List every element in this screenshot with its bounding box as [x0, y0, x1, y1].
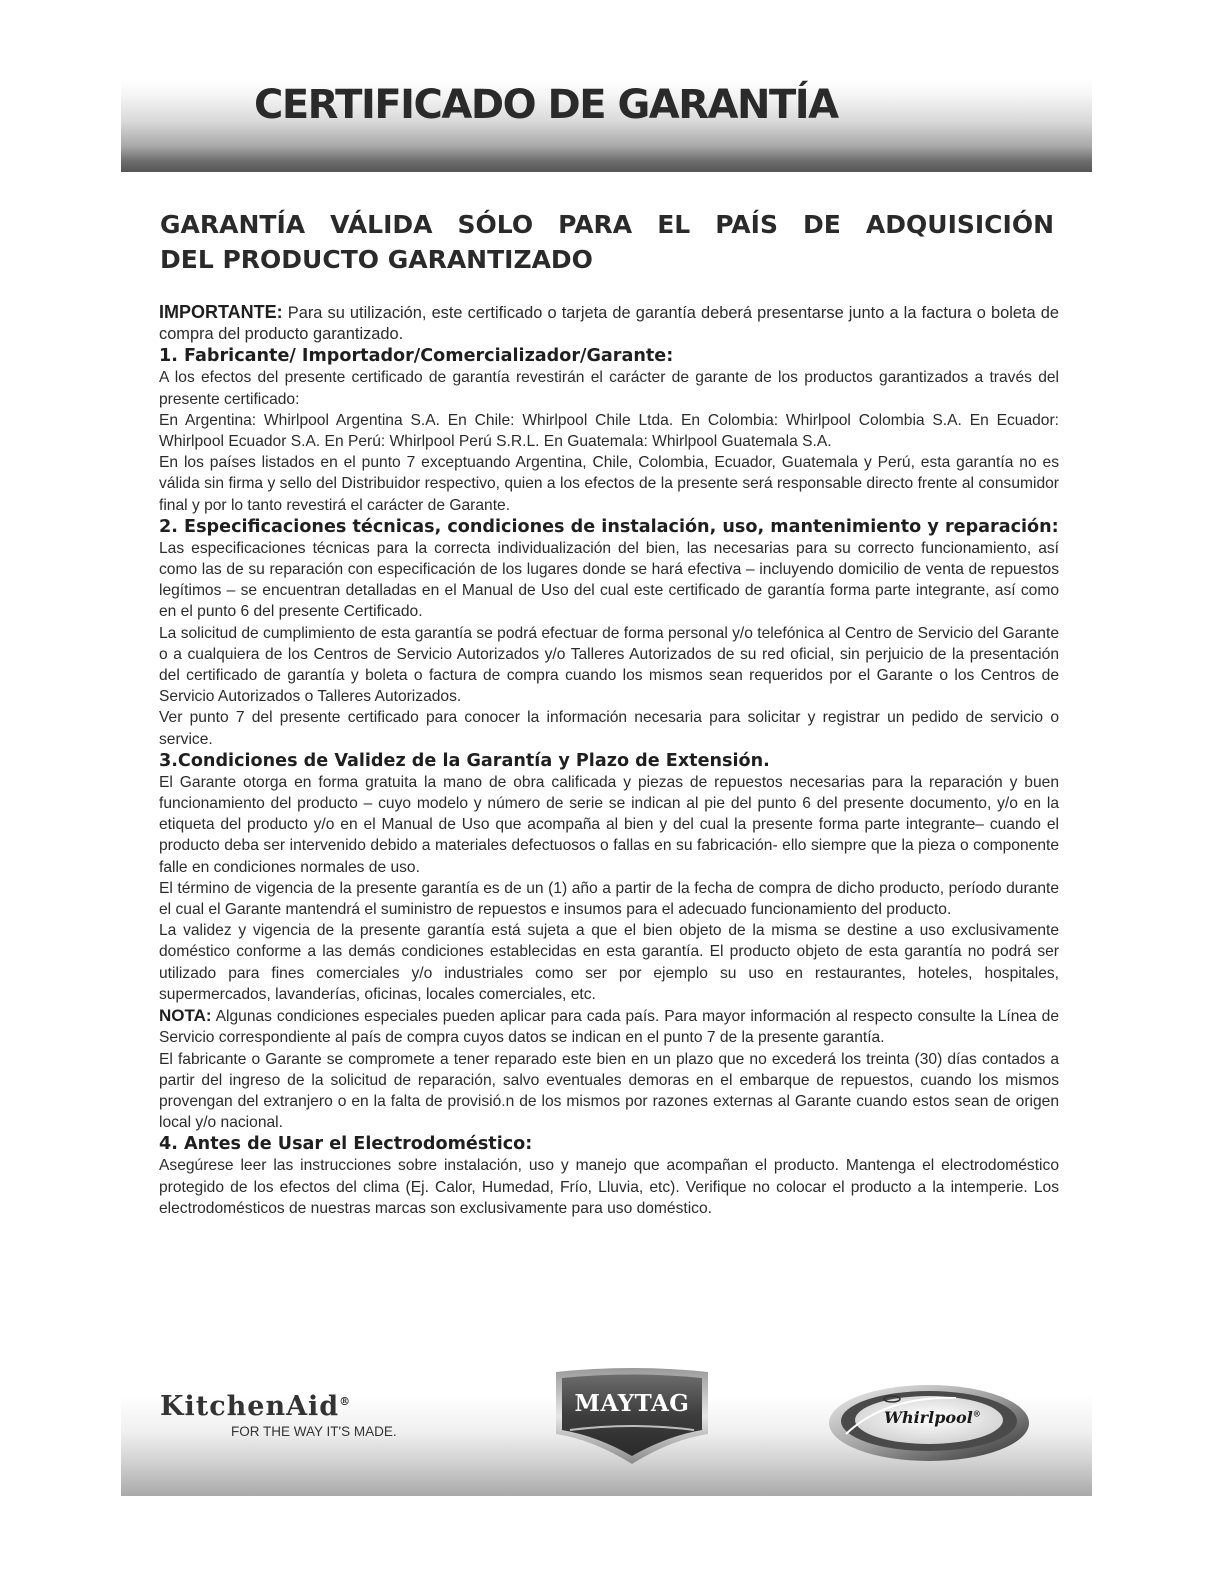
- section-2-heading: 2. Especificaciones técnicas, condiciones de instalación, uso, mantenimiento y reparación:: [159, 516, 1059, 537]
- section-3-heading: 3.Condiciones de Validez de la Garantía y Plazo de Extensión.: [159, 750, 770, 771]
- section-3-closing: El fabricante o Garante se compromete a tener reparado este bien en un plazo que no excederá los treinta (30) días contados a partir del ingreso de la solicitud de reparación, salvo eventuales demoras en el embarque de repuestos, cuando los mismos provengan del extranjero o en la falta de provisió.n de los mismos por razones externas al Garante cuando estos sean de origen local y/o nacional.: [159, 1050, 1059, 1132]
- maytag-badge-icon: [552, 1368, 712, 1466]
- section-3-paragraph: El Garante otorga en forma gratuita la mano de obra calificada y piezas de repuestos necesarias para la reparación y buen funcionamiento del producto – cuyo modelo y número de serie se indican al pie del punto 6 del presente documento, y/o en la etiqueta del producto y/o en el Manual de Uso que acompaña al bien y del cual la presente forma parte integrante– cuando el producto deba ser intervenido debido a materiales defectuosos o fallas en su fabricación- ello siempre que la pieza o componente falle en condiciones normales de uso.: [159, 773, 1059, 876]
- maytag-logo: [552, 1368, 712, 1466]
- whirlpool-wordmark: Whirlpool: [884, 1408, 973, 1427]
- registered-mark-icon: ®: [972, 1408, 981, 1419]
- section-3-paragraph: El término de vigencia de la presente garantía es de un (1) año a partir de la fecha de compra de dicho producto, período durante el cual el Garante mantendrá el suministro de repuestos e insumos para el adecuado funcionamiento del producto.: [159, 879, 1059, 919]
- maytag-wordmark: MAYTAG: [574, 1390, 690, 1417]
- section-4-paragraph: Asegúrese leer las instrucciones sobre instalación, uso y manejo que acompañan el producto. Mantenga el electrodoméstico protegido de los efectos del clima (Ej. Calor, Humedad, Frío, Lluvia, etc). Verifique no colocar el producto a la intemperie. Los electrodomésticos de nuestras marcas son exclusivamente para uso doméstico.: [159, 1157, 1059, 1217]
- section-1-paragraph: A los efectos del presente certificado de garantía revestirán el carácter de garante de los productos garantizados a través del presente certificado:: [159, 369, 1059, 408]
- subtitle: [160, 207, 1054, 277]
- kitchenaid-tagline: FOR THE WAY IT'S MADE.: [231, 1424, 397, 1439]
- nota-paragraph: [159, 1005, 1059, 1048]
- section-1-paragraph: En los países listados en el punto 7 exceptuando Argentina, Chile, Colombia, Ecuador, Guatemala y Perú, esta garantía no es válida sin firma y sello del Distribuidor respectivo, quien a los efectos de la presente será responsable directo frente al consumidor final y por lo tanto revestirá el carácter de Garante.: [159, 454, 1059, 514]
- nota-label: NOTA:: [159, 1006, 212, 1026]
- section-3-paragraph: La validez y vigencia de la presente garantía está sujeta a que el bien objeto de la misma se destine a uso exclusivamente doméstico conforme a las demás condiciones establecidas en esta garantía. El producto objeto de esta garantía no podrá ser utilizado para fines comerciales y/o industriales como ser por ejemplo su uso en restaurantes, hoteles, hospitales, supermercados, lavanderías, oficinas, locales comerciales, etc.: [159, 922, 1059, 1003]
- section-2-paragraph: Ver punto 7 del presente certificado para conocer la información necesaria para solicitar y registrar un pedido de servicio o service.: [159, 709, 1059, 748]
- section-1-paragraph: En Argentina: Whirlpool Argentina S.A. En Chile: Whirlpool Chile Ltda. En Colombia: Whirlpool Colombia S.A. En Ecuador: Whirlpool Ecuador S.A. En Perú: Whirlpool Perú S.R.L. En Guatemala: Whirlpool Guatemala S.A.: [159, 411, 1059, 451]
- kitchenaid-wordmark: KitchenAid: [160, 1391, 340, 1422]
- subtitle-line-2: DEL PRODUCTO GARANTIZADO: [160, 245, 593, 274]
- important-text: Para su utilización, este certificado o tarjeta de garantía deberá presentarse junto a la factura o boleta de compra del producto garantizado.: [159, 304, 1059, 344]
- important-label: IMPORTANTE:: [159, 302, 283, 322]
- kitchenaid-logo: [160, 1386, 440, 1439]
- nota-text: Algunas condiciones especiales pueden aplicar para cada país. Para mayor información al respecto consulte la Línea de Servicio correspondiente al país de compra cuyos datos se indican en el punto 7 de la presente garantía.: [159, 1008, 1059, 1047]
- warranty-body: [159, 302, 1059, 1219]
- section-2-paragraph: Las especificaciones técnicas para la correcta individualización del bien, las necesarias para su correcto funcionamiento, así como las de su reparación con especificación de los lugares donde se hará efectiva – incluyendo domicilio de venta de repuestos legítimos – se encuentran detalladas en el Manual de Uso del cual este certificado de garantía forma parte integrante, así como en el punto 6 del presente Certificado.: [159, 539, 1059, 621]
- important-note: [159, 302, 1059, 345]
- whirlpool-logo: [826, 1378, 1032, 1464]
- subtitle-line-1: GARANTÍA VÁLIDA SÓLO PARA EL PAÍS DE ADQUISICIÓN: [160, 210, 1054, 239]
- registered-mark-icon: ®: [339, 1395, 352, 1408]
- page-title: CERTIFICADO DE GARANTÍA: [254, 82, 838, 128]
- section-2-paragraph: La solicitud de cumplimiento de esta garantía se podrá efectuar de forma personal y/o telefónica al Centro de Servicio del Garante o a cualquiera de los Centros de Servicio Autorizados y/o Talleres Autorizados de su red oficial, sin perjuicio de la presentación del certificado de garantía y boleta o factura de compra cuando los mismos sean requeridos por el Garante o los Centros de Servicio Autorizados o Talleres Autorizados.: [159, 624, 1059, 706]
- section-4-heading: 4. Antes de Usar el Electrodoméstico:: [159, 1134, 533, 1155]
- section-1-heading: 1. Fabricante/ Importador/Comercializador/Garante:: [159, 346, 674, 367]
